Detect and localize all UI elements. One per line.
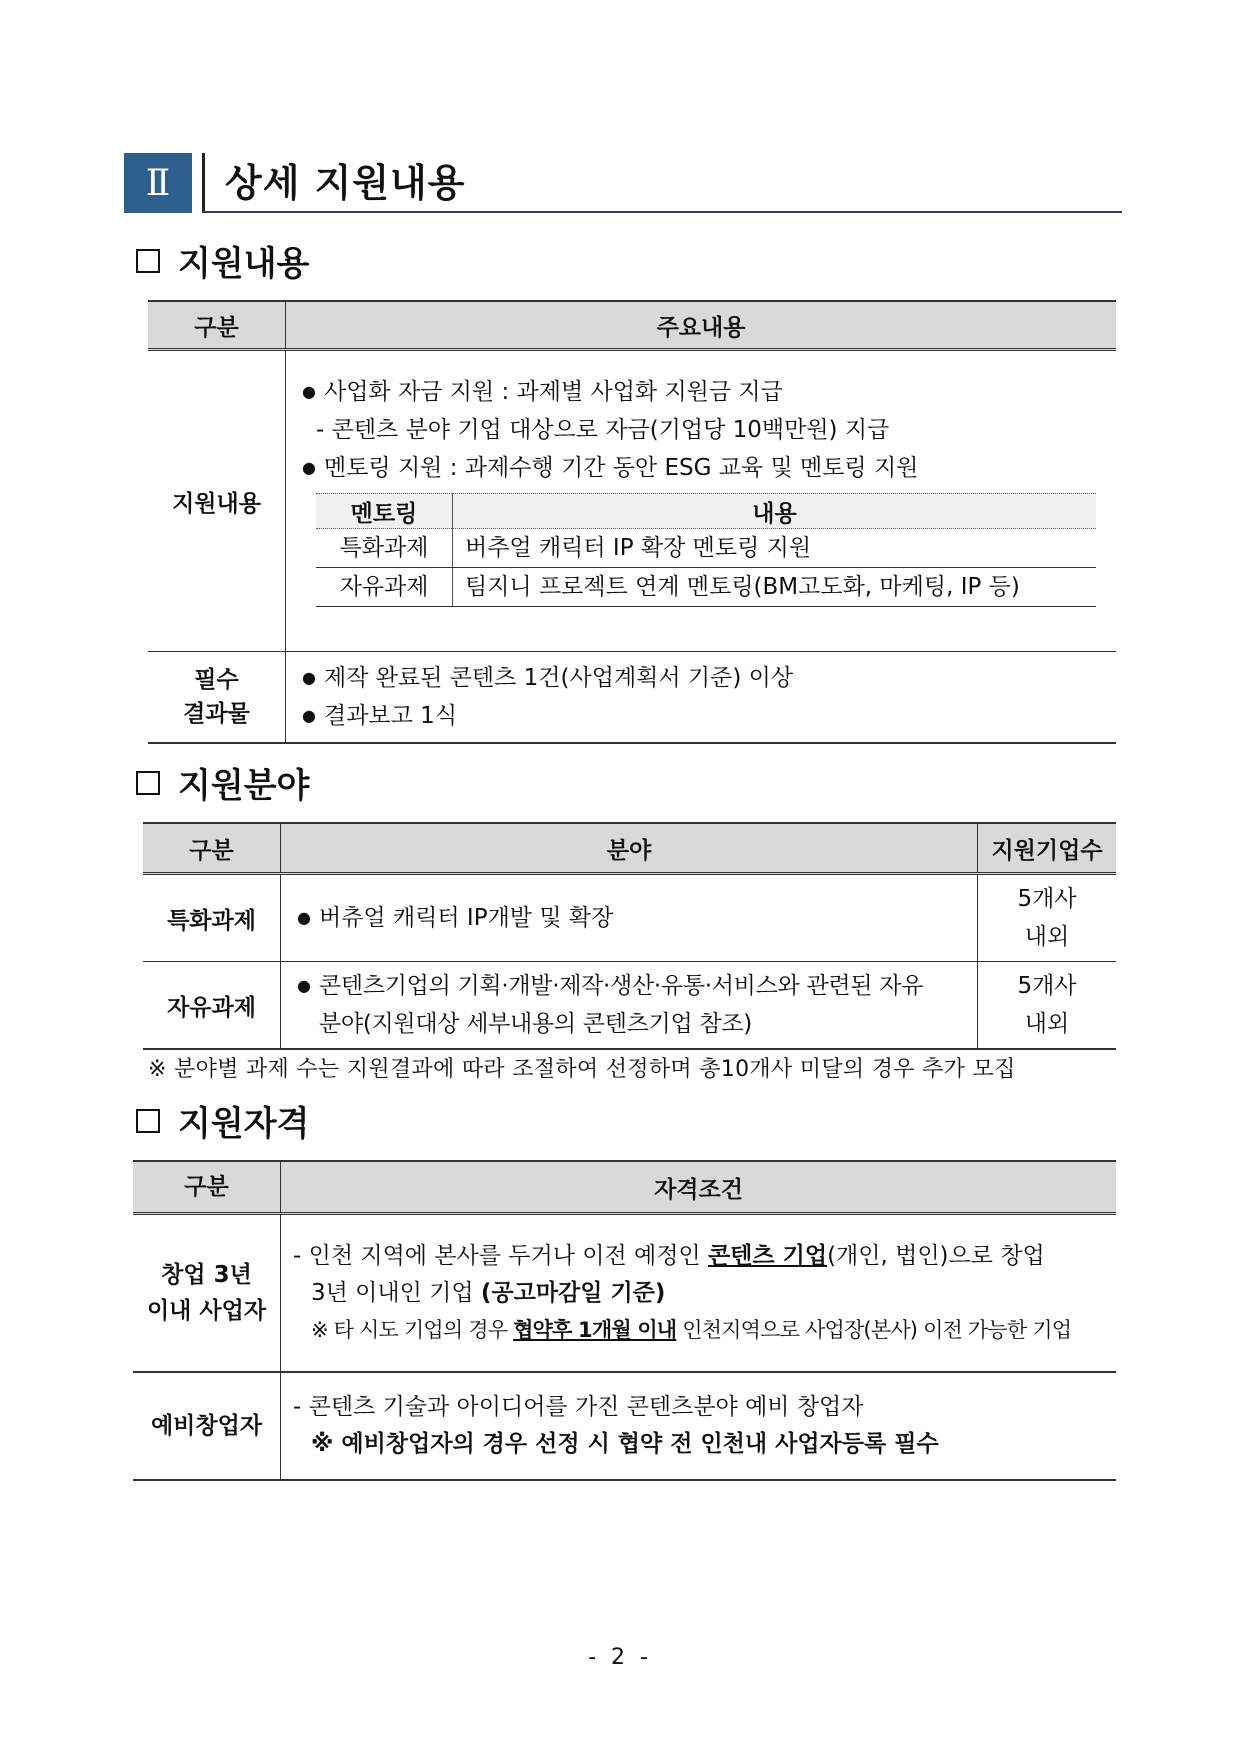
eligibility-note: ※ 예비창업자의 경우 선정 시 협약 전 인천내 사업자등록 필수: [311, 1431, 939, 1457]
text-span: 인천지역으로 사업장(본사) 이전 가능한 기업: [676, 1317, 1072, 1342]
mentoring-table: [316, 493, 1096, 607]
bullet-item: [298, 697, 1116, 735]
section-divider: [202, 153, 205, 213]
table-row: [316, 529, 1096, 568]
eligibility-line: [293, 1238, 1116, 1275]
row-label-line: 창업 3년: [161, 1262, 252, 1288]
bullet-text: 결과보고 1식: [324, 703, 458, 729]
table-row: [316, 568, 1096, 607]
section-number: Ⅱ: [124, 153, 192, 213]
row-label: 특화과제: [143, 874, 281, 962]
row-label: [148, 652, 286, 744]
field-line: 분야(지원대상 세부내용의 콘텐츠기업 참조): [319, 1011, 752, 1037]
column-header: 구분: [148, 301, 286, 350]
field-line: 콘텐츠기업의 기획·개발·제작·생산·유통·서비스와 관련된 자유: [319, 973, 924, 999]
column-header: 구분: [143, 823, 281, 874]
mentoring-content: 버추얼 캐릭터 IP 확장 멘토링 지원: [453, 529, 1097, 568]
mentoring-type: 특화과제: [316, 529, 453, 568]
text-span: - 인천 지역에 본사를 두거나 이전 예정인: [293, 1242, 708, 1269]
column-header: 주요내용: [286, 301, 1117, 350]
section-title: 상세 지원내용: [225, 161, 466, 205]
table-row: [143, 962, 1116, 1050]
section-underline: [202, 211, 1122, 213]
row-label-line: 이내 사업자: [146, 1298, 267, 1324]
bullet-text: 제작 완료된 콘텐츠 1건(사업계획서 기준) 이상: [324, 665, 794, 691]
column-header: 멘토링: [316, 494, 453, 529]
bullet-text: 멘토링 지원 : 과제수행 기간 동안 ESG 교육 및 멘토링 지원: [324, 455, 919, 481]
bullet-text: [315, 967, 923, 1043]
text-span: (개인, 법인)으로 창업: [827, 1242, 1045, 1269]
row-label: 예비창업자: [133, 1372, 281, 1480]
support-field-note: ※ 분야별 과제 수는 지원결과에 따라 조절하여 선정하며 총10개사 미달의 경우 추가 모집: [148, 1057, 1016, 1082]
checkbox-square-icon: [136, 771, 160, 795]
bullet-item: [298, 659, 1116, 697]
eligibility-note: [293, 1312, 1116, 1349]
bullet-icon: ●: [302, 706, 316, 725]
subsection-title: 지원분야: [178, 766, 310, 806]
text-span: 3년 이내인 기업: [311, 1279, 481, 1306]
sub-item: - 콘텐츠 분야 기업 대상으로 자금(기업당 10백만원) 지급: [316, 417, 890, 443]
count-line: 내외: [1024, 924, 1070, 950]
checkbox-square-icon: [136, 249, 160, 273]
subsection-title: 지원자격: [178, 1104, 310, 1144]
table-row: [143, 874, 1116, 962]
table-row: [133, 1214, 1116, 1373]
bullet-item: [293, 967, 977, 1043]
bullet-icon: ●: [302, 458, 316, 477]
page-number: - 2 -: [588, 1645, 652, 1670]
row-label: [133, 1214, 281, 1373]
column-header: 구분: [133, 1161, 281, 1214]
eligibility-line: - 콘텐츠 기술과 아이디어를 가진 콘텐츠분야 예비 창업자: [293, 1394, 864, 1420]
row-label-line: 결과물: [183, 701, 250, 727]
subsection-title: 지원내용: [178, 244, 310, 284]
bullet-item: [298, 373, 1116, 411]
row-label: 자유과제: [143, 962, 281, 1050]
column-header: 분야: [281, 823, 978, 874]
eligibility-table: [133, 1160, 1116, 1481]
bullet-text: 버츄얼 캐릭터 IP개발 및 확장: [319, 905, 614, 931]
bullet-icon: ●: [297, 976, 311, 995]
checkbox-square-icon: [136, 1109, 160, 1133]
count-line: 5개사: [1017, 886, 1077, 912]
table-row: [148, 350, 1116, 652]
bullet-item: [298, 449, 1116, 487]
count-line: 5개사: [1017, 973, 1077, 999]
subsection-heading-support-content: [136, 236, 309, 285]
emphasis-text: 협약후 1개월 이내: [513, 1317, 677, 1342]
table-row: [133, 1372, 1116, 1480]
row-label: 지원내용: [148, 350, 286, 652]
support-content-table: [148, 300, 1116, 744]
support-field-table: [143, 822, 1116, 1050]
mentoring-content: 팀지니 프로젝트 연계 멘토링(BM고도화, 마케팅, IP 등): [453, 568, 1097, 607]
text-span: ※ 타 시도 기업의 경우: [311, 1317, 514, 1342]
bullet-icon: ●: [302, 382, 316, 401]
emphasis-text: 콘텐츠 기업: [707, 1242, 828, 1269]
bullet-icon: ●: [297, 908, 311, 927]
row-label-line: 필수: [194, 667, 239, 693]
column-header: 내용: [453, 494, 1097, 529]
bullet-item: [293, 899, 977, 937]
subsection-heading-eligibility: [136, 1096, 309, 1145]
count-line: 내외: [1024, 1011, 1070, 1037]
column-header: 자격조건: [281, 1161, 1117, 1214]
company-count: [978, 962, 1117, 1050]
eligibility-line: [293, 1275, 1116, 1312]
emphasis-text: (공고마감일 기준): [480, 1279, 666, 1306]
subsection-heading-support-field: [136, 758, 309, 807]
table-row: [148, 652, 1116, 744]
bullet-text: 사업화 자금 지원 : 과제별 사업화 지원금 지급: [324, 379, 783, 405]
bullet-icon: ●: [302, 668, 316, 687]
company-count: [978, 874, 1117, 962]
column-header: 지원기업수: [978, 823, 1117, 874]
mentoring-type: 자유과제: [316, 568, 453, 607]
